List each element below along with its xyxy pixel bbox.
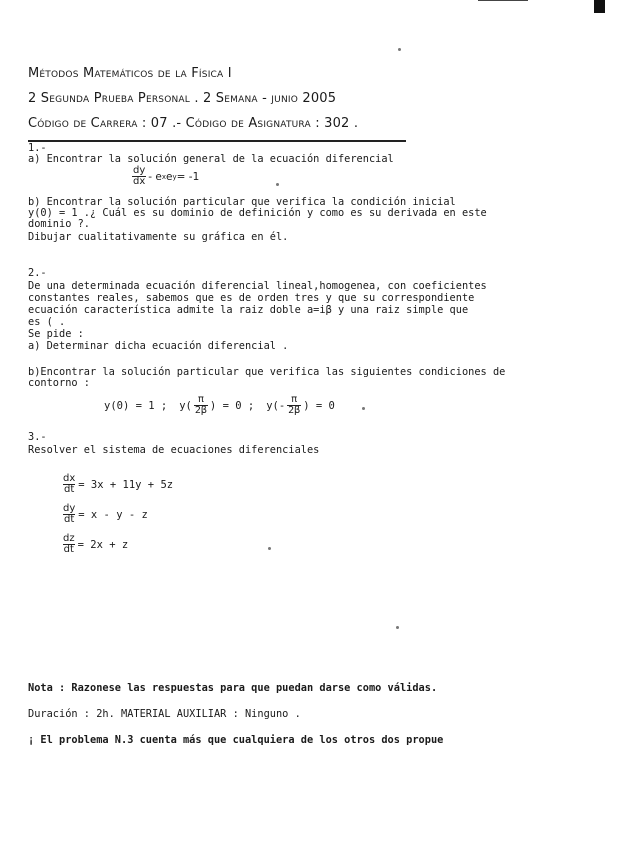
problem-2-line-4: es ( . xyxy=(28,316,66,328)
fraction-dy-dt: $\frac{dy}{dt}$ xyxy=(63,503,76,525)
header-rule xyxy=(28,140,406,142)
scan-speck xyxy=(362,407,365,410)
problem-1-number: 1.- xyxy=(28,142,47,154)
problem-1-part-b-2: y(0) = 1 .¿ Cuál es su dominio de definición y como es su derivada en este xyxy=(28,207,487,219)
system-equation-2 xyxy=(60,504,148,525)
problem-3-statement: Resolver el sistema de ecuaciones diferenciales xyxy=(28,444,320,456)
course-title: Métodos Matemáticos de la Física I xyxy=(28,66,232,81)
eq-term: e xyxy=(166,170,173,183)
scan-corner-mark xyxy=(594,0,605,13)
fraction-dy-dx: $\frac{dy}{dx}$ xyxy=(133,165,146,187)
scan-speck xyxy=(276,183,279,186)
scan-speck xyxy=(396,626,399,629)
condition-2-open: y( xyxy=(179,399,192,412)
problem-2-line-2: constantes reales, sabemos que es de orden tres y que su correspondiente xyxy=(28,292,475,304)
fraction-pi-2beta: $\frac{\pi}{2\beta}$ xyxy=(288,394,301,416)
problem-2-conditions xyxy=(104,395,335,416)
equation-rhs: = x - y - z xyxy=(78,508,148,521)
eq-term: - e xyxy=(148,170,162,183)
problem-2-part-a: a) Determinar dicha ecuación diferencial . xyxy=(28,340,289,352)
problem-2-request: Se pide : xyxy=(28,328,84,340)
problem-2-line-1: De una determinada ecuación diferencial lineal,homogenea, con coeficientes xyxy=(28,280,487,292)
eq-exponent: y xyxy=(172,172,177,181)
equation-rhs: = 2x + z xyxy=(77,538,129,551)
condition-3-open: y(- xyxy=(266,399,286,412)
condition-3-close: ) = 0 xyxy=(303,399,335,412)
exam-subtitle: 2 Segunda Prueba Personal . 2 Semana - junio 2005 xyxy=(28,91,337,106)
problem-1-part-b-4: Dibujar cualitativamente su gráfica en él. xyxy=(28,231,289,243)
system-equation-3 xyxy=(60,534,128,555)
course-codes: Código de Carrera : 07 .- Código de Asignatura : 302 . xyxy=(28,116,359,131)
problem-1-part-b-3: dominio ?. xyxy=(28,218,90,230)
duration-text: Duración : 2h. MATERIAL AUXILIAR : Ninguno . xyxy=(28,708,301,720)
weighting-notice: ¡ El problema N.3 cuenta más que cualquiera de los otros dos propue xyxy=(28,734,444,746)
problem-2-part-b-2: contorno : xyxy=(28,377,90,389)
eq-term: = -1 xyxy=(176,170,200,183)
problem-1-equation xyxy=(130,166,199,187)
eq-exponent: x xyxy=(161,172,167,181)
note-text: Nota : Razonese las respuestas para que puedan darse como válidas. xyxy=(28,682,438,694)
problem-2-part-b-1: b)Encontrar la solución particular que verifica las siguientes condiciones de xyxy=(28,366,506,378)
condition-1: y(0) = 1 ; xyxy=(104,399,168,412)
scan-speck xyxy=(268,547,271,550)
problem-3-number: 3.- xyxy=(28,431,47,443)
equation-rhs: = 3x + 11y + 5z xyxy=(78,478,174,491)
problem-2-line-3: ecuación característica admite la raiz doble a=iβ y una raiz simple que xyxy=(28,304,469,316)
scan-edge-line xyxy=(478,0,528,1)
problem-1-part-b-1: b) Encontrar la solución particular que verifica la condición inicial xyxy=(28,196,456,208)
condition-2-close: ) = 0 ; xyxy=(209,399,255,412)
fraction-dx-dt: $\frac{dx}{dt}$ xyxy=(63,473,76,495)
fraction-pi-2beta: $\frac{\pi}{2\beta}$ xyxy=(194,394,207,416)
scan-speck xyxy=(398,48,401,51)
fraction-dz-dt: $\frac{dz}{dt}$ xyxy=(63,533,75,555)
problem-2-number: 2.- xyxy=(28,267,47,279)
system-equation-1 xyxy=(60,474,173,495)
problem-1-part-a: a) Encontrar la solución general de la ecuación diferencial xyxy=(28,153,394,165)
